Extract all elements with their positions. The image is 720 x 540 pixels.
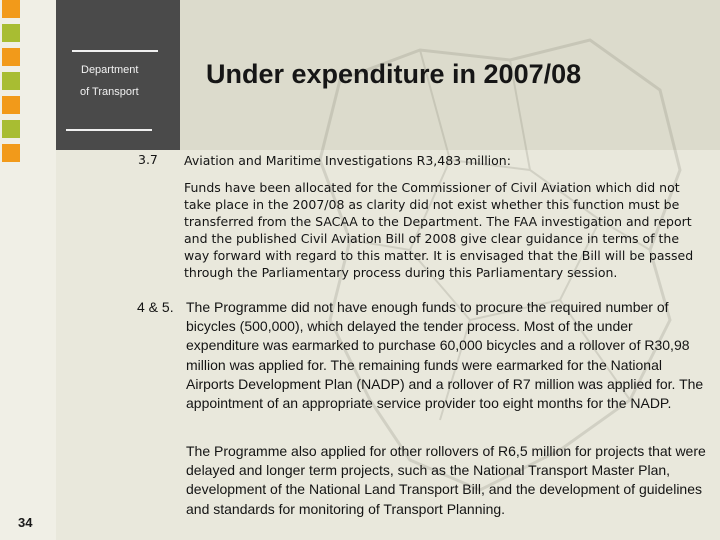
- department-panel: [56, 0, 180, 150]
- divider-top: [72, 50, 158, 52]
- item-number-3-7: 3.7: [138, 152, 158, 167]
- green-square: [2, 24, 20, 42]
- green-square: [2, 120, 20, 138]
- divider-bottom: [66, 129, 152, 131]
- page-number: 34: [18, 515, 33, 530]
- transport-label: of Transport: [80, 86, 139, 98]
- item-4-5-paragraph-1: The Programme did not have enough funds to procure the required number of bicycles (500,000), which delayed the tender process. Most of the under expenditure was earmarked to purchase 60,000 bicycles and a rollover of R30,98 million was applied for. The remaining funds were earmarked for the National Airports Development Plan (NADP) and a rollover of R7 million was applied for. The appointment of an appropriate service provider too eight months for the NADP.: [186, 299, 704, 412]
- item-3-7-paragraph: Funds have been allocated for the Commissioner of Civil Aviation which did not take place in the 2007/08 as clarity did not exist whether this function must be transferred from the SACAA to the Department. The FAA investigation and report and the published Civil Aviation Bill of 2008 give clear guidance in terms of the way forward with regard to this matter. It is envisaged that the Bill will be passed through the Parliamentary process during this Parliamentary session.: [184, 180, 694, 280]
- orange-square: [2, 0, 20, 18]
- green-square: [2, 72, 20, 90]
- orange-square: [2, 48, 20, 66]
- item-heading: Aviation and Maritime Investigations R3,483 million:: [184, 153, 511, 168]
- department-label: Department: [81, 64, 139, 76]
- item-number-4-5: 4 & 5.: [137, 299, 174, 315]
- item-4-5-paragraph-2: The Programme also applied for other rollovers of R6,5 million for projects that were delayed and longer term projects, such as the National Transport Master Plan, development of the National Land Transport Bill, and the development of guidelines and standards for monitoring of Transport Planning.: [186, 443, 706, 517]
- page-title: Under expenditure in 2007/08: [206, 59, 582, 89]
- orange-square: [2, 144, 20, 162]
- orange-square: [2, 96, 20, 114]
- left-decor-strip: [0, 0, 56, 540]
